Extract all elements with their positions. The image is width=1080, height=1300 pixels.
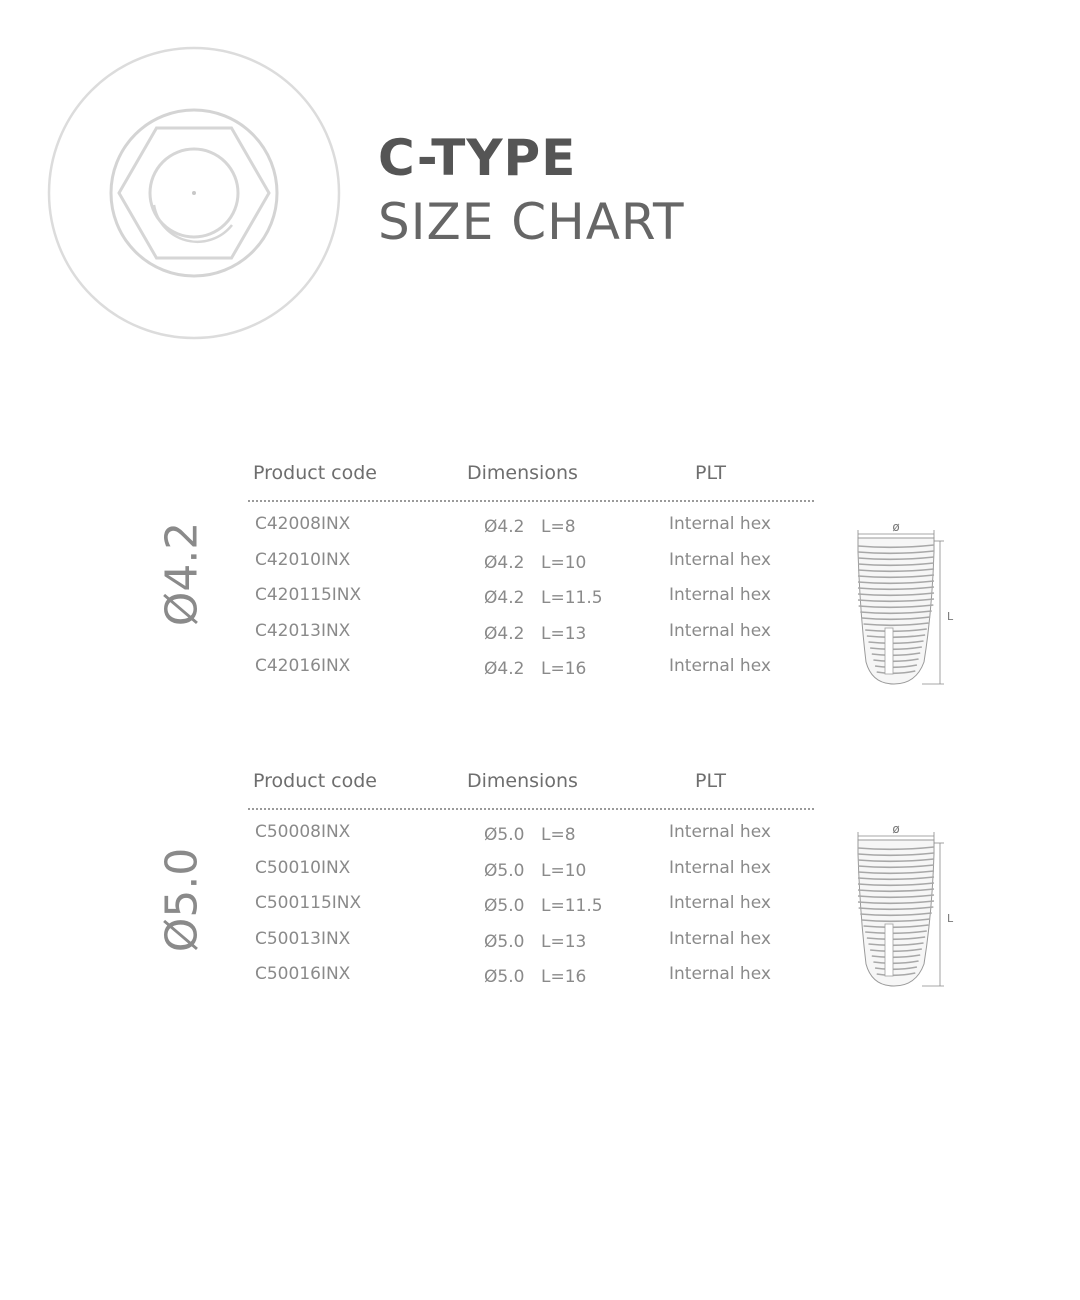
- product-code: C420115INX: [255, 585, 362, 605]
- table-row: [248, 858, 814, 894]
- implant-body-icon: [858, 538, 934, 684]
- diameter-value: Ø4.2: [484, 588, 525, 608]
- diameter-symbol: ø: [892, 824, 900, 836]
- plt-value: Internal hex: [669, 822, 771, 842]
- diameter-symbol: ø: [892, 522, 900, 534]
- table-row: [248, 585, 814, 621]
- product-code: C42008INX: [255, 514, 351, 534]
- length-value: L=16: [541, 967, 587, 987]
- plt-value: Internal hex: [669, 514, 771, 534]
- plt-value: Internal hex: [669, 964, 771, 984]
- plt-value: Internal hex: [669, 620, 771, 641]
- section-diameter-label: Ø4.2: [156, 521, 208, 627]
- diameter-value: Ø5.0: [484, 931, 525, 952]
- product-code: C42013INX: [255, 620, 351, 641]
- product-code: C50013INX: [255, 928, 351, 949]
- section-diameter-label: Ø5.0: [156, 847, 208, 953]
- plt-value: Internal hex: [669, 857, 771, 878]
- implant-diagram: [852, 824, 956, 990]
- plt-value: Internal hex: [669, 656, 771, 676]
- table-row: [248, 822, 814, 858]
- length-value: L=16: [541, 659, 587, 679]
- length-value: L=13: [541, 623, 587, 644]
- size-table: [248, 460, 814, 692]
- column-header-product-code: Product code: [253, 462, 378, 484]
- diameter-value: Ø5.0: [484, 896, 525, 916]
- plt-value: Internal hex: [669, 585, 771, 605]
- hex-abutment-icon: [46, 45, 342, 341]
- diameter-value: Ø4.2: [484, 552, 525, 573]
- length-value: L=13: [541, 931, 587, 952]
- length-symbol: L: [947, 610, 954, 623]
- length-symbol: L: [947, 912, 954, 925]
- product-code: C50010INX: [255, 857, 351, 878]
- diameter-value: Ø5.0: [484, 967, 525, 987]
- plt-value: Internal hex: [669, 549, 771, 570]
- diameter-value: Ø4.2: [484, 659, 525, 679]
- size-table: [248, 768, 814, 1000]
- length-value: L=8: [541, 825, 576, 845]
- length-value: L=8: [541, 517, 576, 537]
- product-code: C50008INX: [255, 822, 351, 842]
- length-value: L=10: [541, 552, 587, 573]
- page-title: C-TYPE: [378, 129, 577, 187]
- implant-body-icon: [858, 840, 934, 986]
- table-row: [248, 621, 814, 657]
- table-row: [248, 964, 814, 1000]
- table-header: [248, 768, 814, 810]
- column-header-plt: PLT: [695, 770, 727, 792]
- column-header-dimensions: Dimensions: [467, 770, 578, 792]
- plt-value: Internal hex: [669, 893, 771, 913]
- product-code: C500115INX: [255, 893, 362, 913]
- table-header: [248, 460, 814, 502]
- column-header-plt: PLT: [695, 462, 727, 484]
- plt-value: Internal hex: [669, 928, 771, 949]
- product-code: C42010INX: [255, 549, 351, 570]
- column-header-dimensions: Dimensions: [467, 462, 578, 484]
- page-subtitle: SIZE CHART: [378, 193, 685, 251]
- table-row: [248, 514, 814, 550]
- column-header-product-code: Product code: [253, 770, 378, 792]
- table-row: [248, 893, 814, 929]
- product-code: C42016INX: [255, 656, 351, 676]
- product-code: C50016INX: [255, 964, 351, 984]
- size-section-4-2: [0, 460, 1080, 700]
- length-value: L=11.5: [541, 896, 603, 916]
- diameter-value: Ø4.2: [484, 623, 525, 644]
- size-section-5-0: [0, 768, 1080, 1008]
- table-row: [248, 656, 814, 692]
- diameter-value: Ø5.0: [484, 825, 525, 845]
- diameter-value: Ø4.2: [484, 517, 525, 537]
- length-value: L=11.5: [541, 588, 603, 608]
- title-block: [378, 128, 685, 254]
- table-row: [248, 929, 814, 965]
- implant-diagram: [852, 522, 956, 688]
- length-value: L=10: [541, 860, 587, 881]
- diameter-value: Ø5.0: [484, 860, 525, 881]
- table-row: [248, 550, 814, 586]
